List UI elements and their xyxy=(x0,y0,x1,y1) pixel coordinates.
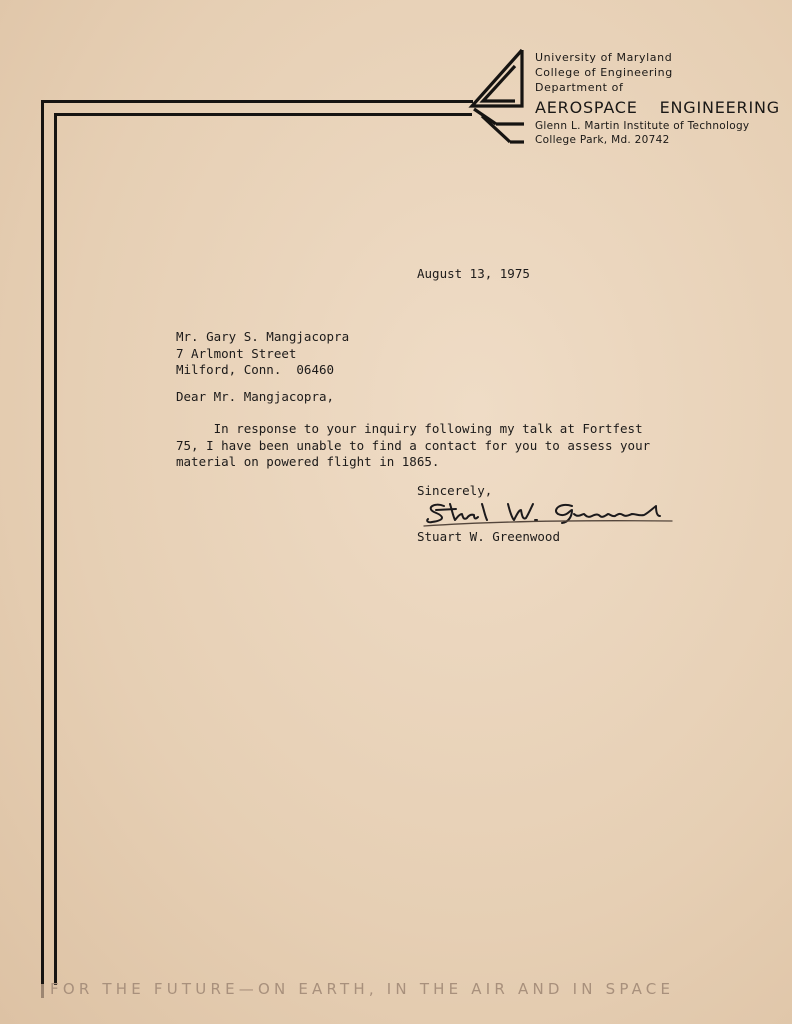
letter-date: August 13, 1975 xyxy=(417,266,530,281)
body-line: material on powered flight in 1865. xyxy=(176,454,440,469)
recipient-street: 7 Arlmont Street xyxy=(176,345,297,361)
handwritten-signature xyxy=(422,496,702,532)
university-name: University of Maryland xyxy=(535,51,673,64)
college-name: College of Engineering xyxy=(535,66,673,79)
recipient-address xyxy=(176,329,349,379)
aerospace-a-logo-icon xyxy=(466,46,530,156)
frame-top-outer-line xyxy=(41,100,473,103)
letterhead-department-block xyxy=(535,50,785,147)
body-line: In response to your inquiry following my talk at Fortfest xyxy=(176,421,643,436)
closing: Sincerely, xyxy=(417,483,493,498)
frame-top-inner-line xyxy=(54,113,472,116)
frame-left-inner-line xyxy=(54,113,57,985)
footer-divider xyxy=(41,984,44,998)
department-name: AEROSPACE ENGINEERING xyxy=(535,98,780,117)
body-line: 75, I have been unable to find a contact for you to assess your xyxy=(176,437,651,453)
letter-body xyxy=(176,421,650,471)
footer-motto: FOR THE FUTURE—ON EARTH, IN THE AIR AND IN SPACE xyxy=(50,980,675,998)
salutation: Dear Mr. Mangjacopra, xyxy=(176,389,335,404)
recipient-name: Mr. Gary S. Mangjacopra xyxy=(176,329,350,344)
signer-name: Stuart W. Greenwood xyxy=(417,529,560,544)
institute-location: College Park, Md. 20742 xyxy=(535,134,670,146)
recipient-city: Milford, Conn. 06460 xyxy=(176,362,335,377)
institute-name: Glenn L. Martin Institute of Technology xyxy=(535,120,750,132)
department-label: Department of xyxy=(535,81,624,94)
frame-left-outer-line xyxy=(41,100,44,985)
